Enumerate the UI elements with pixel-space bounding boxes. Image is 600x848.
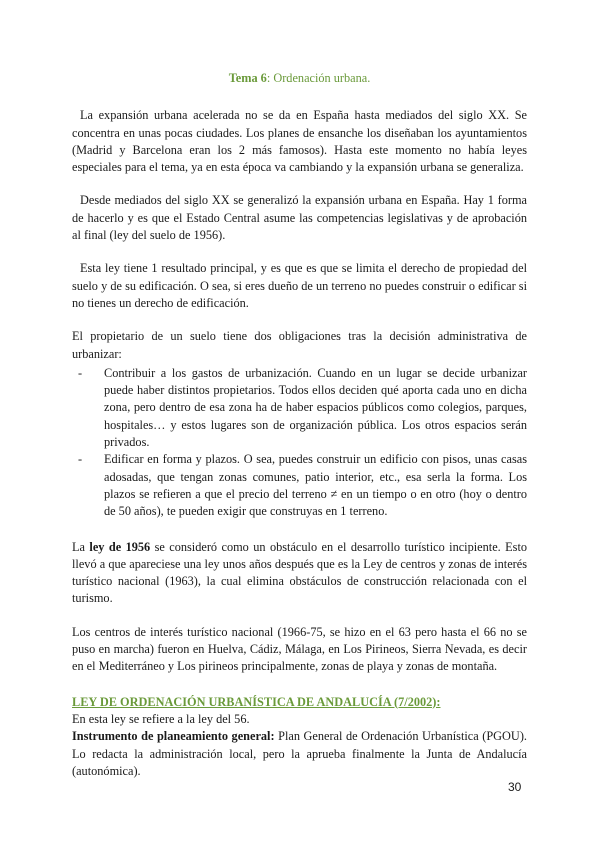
page-title	[72, 70, 527, 87]
title-subject: : Ordenación urbana.	[266, 71, 371, 85]
section-instrument	[72, 728, 527, 780]
instrument-text: Plan General de Ordenación Urbanística (PGOU). Lo redacta la administración local, pero la aprueba finalmente la Junta de Andalucía (autonómica).	[72, 729, 527, 778]
paragraph-intro: La expansión urbana acelerada no se da en España hasta mediados del siglo XX. Se concentra en unas pocas ciudades. Los planes de ensanche los diseñaban los ayuntamientos (Madrid y Barcelona eran los 2 más famosos). Hasta este momento no había leyes especiales para el tema, ya en esta época va cambiando y la expansión urbana se generaliza.	[72, 108, 527, 175]
page-number: 30	[508, 780, 522, 794]
section-heading: LEY DE ORDENACIÓN URBANÍSTICA DE ANDALUCÍA (7/2002):	[72, 694, 441, 709]
paragraph-owner-obligations: El propietario de un suelo tiene dos obligaciones tras la decisión administrativa de urbanizar:	[72, 329, 527, 361]
paragraph-tourist-centers: Los centros de interés turístico nacional (1966-75, se hizo en el 63 pero hasta el 66 no se puso en marcha) fueron en Huelva, Cádiz, Málaga, en Los Pirineos, Sierra Nevada, es decir en el Mediterráneo y Los pirineos principalmente, zonas de playa y zonas de montaña.	[72, 624, 527, 674]
law-1956-rest: se consideró como un obstáculo en el desarrollo turístico incipiente. Esto llevó a que apareciese una ley unos años después que es la Ley de centros y zonas de interés turístico nacional (1963), la cual elimina obstáculos de construcción relacionada con el turismo.	[72, 539, 528, 606]
title-topic: Tema 6	[228, 71, 267, 85]
instrument-label: Instrumento de planeamiento general:	[72, 729, 275, 744]
list-item: - Contribuir a los gastos de urbanización. Cuando en un lugar se decide urbanizar puede haber distintos propietarios. Todos ellos deciden qué aporta cada uno en dicha zona, pero dentro de esa zona ha de haber espacios públicos como colegios, parques, hospitales… y estos lugares son de organización pública. Los otros espacios serán privados.	[104, 365, 527, 451]
obligations-list	[72, 365, 527, 521]
paragraph-law-result: Esta ley tiene 1 resultado principal, y es que es que se limita el derecho de propiedad del suelo y de su edificación. O sea, si eres dueño de un terreno no puedes construir o edificar si no tienes un derecho de edificación.	[72, 261, 527, 310]
section-line: En esta ley se refiere a la ley del 56.	[72, 711, 250, 726]
list-item: - Edificar en forma y plazos. O sea, puedes construir un edificio con pisos, unas casas adosadas, que tengan zonas comunes, patio interior, etc., esa serla la forma. Los plazos se refieren a que el precio del terreno ≠ en un tiempo o en otro (hoy o dentro de 50 años), te pueden exigir que construyas en 1 terreno.	[104, 451, 527, 520]
law-1956-bold: ley de 1956	[89, 539, 151, 554]
law-1956-lead: La	[72, 539, 90, 554]
paragraph-mid-century: Desde mediados del siglo XX se generalizó la expansión urbana en España. Hay 1 forma de hacerlo y es que el Estado Central asume las competencias legislativas y de aprobación al final (ley del suelo de 1956).	[72, 193, 527, 243]
paragraph-law-1956	[72, 539, 527, 608]
page-content	[72, 70, 527, 780]
